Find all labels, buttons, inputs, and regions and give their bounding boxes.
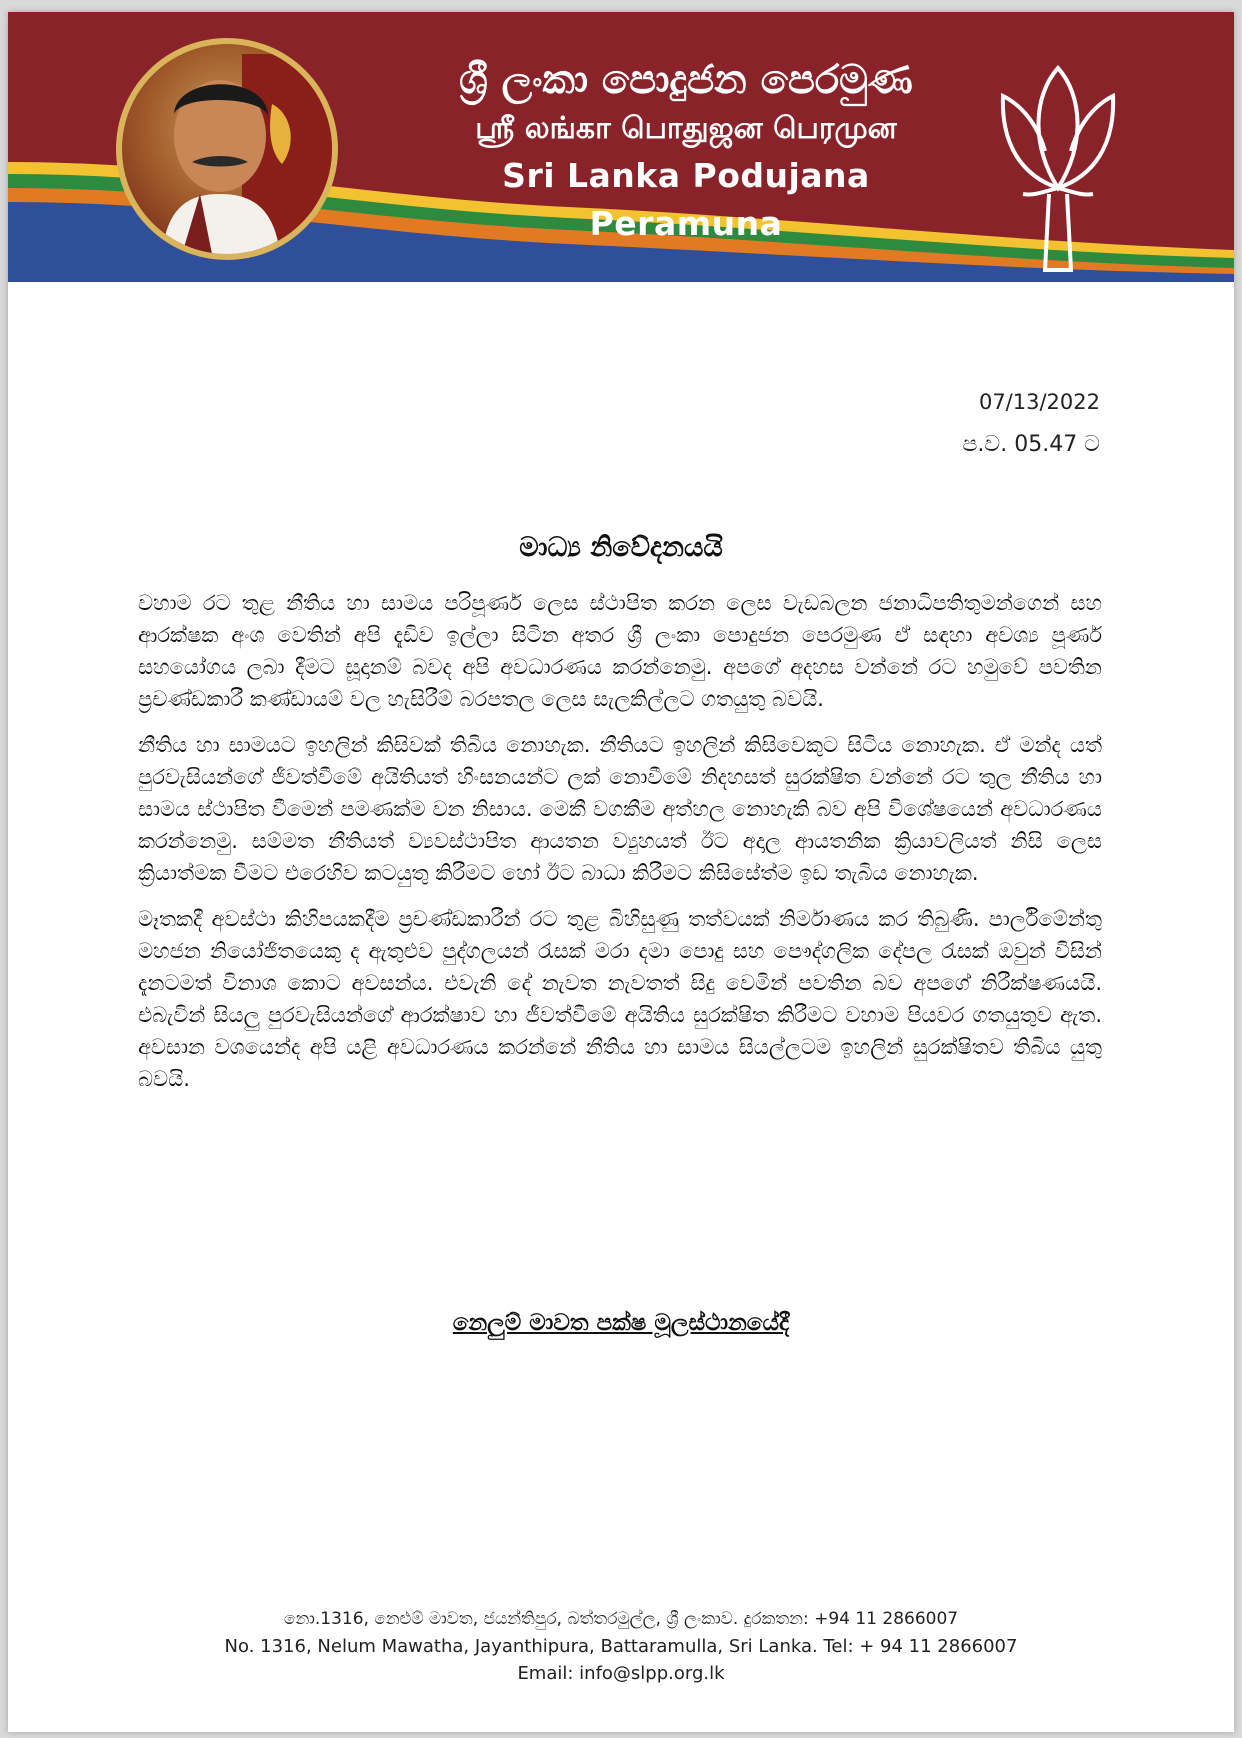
- lotus-bud-icon: [993, 56, 1123, 276]
- footer-address-english: No. 1316, Nelum Mawatha, Jayanthipura, Battaramulla, Sri Lanka. Tel: + 94 11 2866007: [224, 1636, 1018, 1657]
- closing-location: නෙලුම් මාවත පක්ෂ මූලස්ථානයේදී: [452, 1310, 790, 1336]
- letter-page: [8, 12, 1234, 1732]
- letterhead-banner: [8, 12, 1234, 282]
- party-name-tamil: ஸ்ரீ லங்கா பொதுஜன பெரமுன: [475, 111, 897, 146]
- document-time: ප.ව. 05.47 ට: [962, 432, 1100, 457]
- document-date: 07/13/2022: [978, 390, 1100, 414]
- party-name-english: Sri Lanka Podujana Peramuna: [502, 156, 870, 243]
- body-paragraph: මෑතකදී අවස්ථා කිහිපයකදීම ප්‍රචණ්ඩකාරීන් රට තුළ බිහිසුණු තත්වයක් නිර්මාණය කර තිබුණි. පාර්ලිමේන්තු මහජන නියෝජිතයෙකු ද ඇතුළුව පුද්ගලයන් රැසක් මරා දමා පොදු සහ පෞද්ගලික දේපල රැසක් ඔවුන් විසින් දැනටමත් විනාශ කොට අවසන්ය. එවැනි දේ නැවත නැවතත් සිදු වෙමින් පවතින බව අපගේ නිරීක්ෂණයයි. එබැවින් සියලු පුරවැසියන්ගේ ආරක්ෂාව හා ජීවත්වීමේ අයිතිය සුරක්ෂිත කිරීමට වහාම පියවර ගතයුතුව ඇත. අවසාන වශයෙන්ද අපි යළි අවධාරණය කරන්නේ නීතිය හා සාමය සියල්ලටම ඉහලින් සුරක්ෂිතව තිබිය යුතු බවයි.: [138, 907, 1102, 1091]
- body-paragraph: නීතිය හා සාමයට ඉහලින් කිසිවක් තිබිය නොහැක. නීතියට ඉහලින් කිසිවෙකුට සිටිය නොහැක. ඒ මන්ද යත් පුරවැසියන්ගේ ජීවත්වීමේ අයිතියත් හිංසනයන්ට ලක් නොවීමේ නිදහසත් සුරක්ෂිත වන්නේ රට තුල නීතිය හා සාමය ස්ථාපිත වීමෙන් පමණක්ම වන නිසාය. මෙකී වගකීම අත්හල නොහැකි බව අපි විශේෂයෙන් අවධාරණය කරන්නෙමු. සම්මත නීතියත් ව්‍යවස්ථාපිත ආයතන ව්‍යුහයත් ඊට අදාල ආයතනික ක්‍රියාවලියත් නිසි ලෙස ක්‍රියාත්මක වීමට එරෙහිව කටයුතු කිරීමට හෝ ඊට බාධා කිරීමට කිසිසේත්ම ඉඩ තැබිය නොහැක.: [138, 733, 1102, 885]
- footer-address-sinhala: නො.1316, නෙළුම් මාවත, ජයන්තිපුර, බත්තරමුල්ල, ශ්‍රී ලංකාව. දුරකතන: +94 11 2866007: [283, 1609, 959, 1629]
- party-name-sinhala: ශ්‍රී ලංකා පොදුජන පෙරමුණ: [459, 57, 913, 103]
- document-body: [138, 587, 1102, 1109]
- party-name-block: [406, 54, 966, 243]
- document-title: මාධ්‍ය නිවේදනයයි: [519, 532, 723, 563]
- body-paragraph: වහාම රට තුළ නීතිය හා සාමය පරිපූර්ණ ලෙස ස්ථාපිත කරන ලෙස වැඩබලන ජනාධිපතිතුමන්ගෙන් සහ ආරක්ෂක අංශ වෙතින් අපි දැඩිව ඉල්ලා සිටින අතර ශ්‍රී ලංකා පොදුජන පෙරමුණ ඒ සඳහා අවශ්‍ය පූර්ණ සහයෝගය ලබා දීමට සූදානම් බවද අපි අවධාරණය කරන්නෙමු. අපගේ අදහස වන්නේ රට හමුවේ පවතින ප්‍රචණ්ඩකාරී කණ්ඩායම් වල හැසිරීම් බරපතල ලෙස සැලකිල්ලට ගතයුතු බවයි.: [138, 591, 1102, 711]
- footer-email: Email: info@slpp.org.lk: [517, 1663, 725, 1684]
- letter-footer: [8, 1606, 1234, 1687]
- person-portrait: [116, 38, 338, 260]
